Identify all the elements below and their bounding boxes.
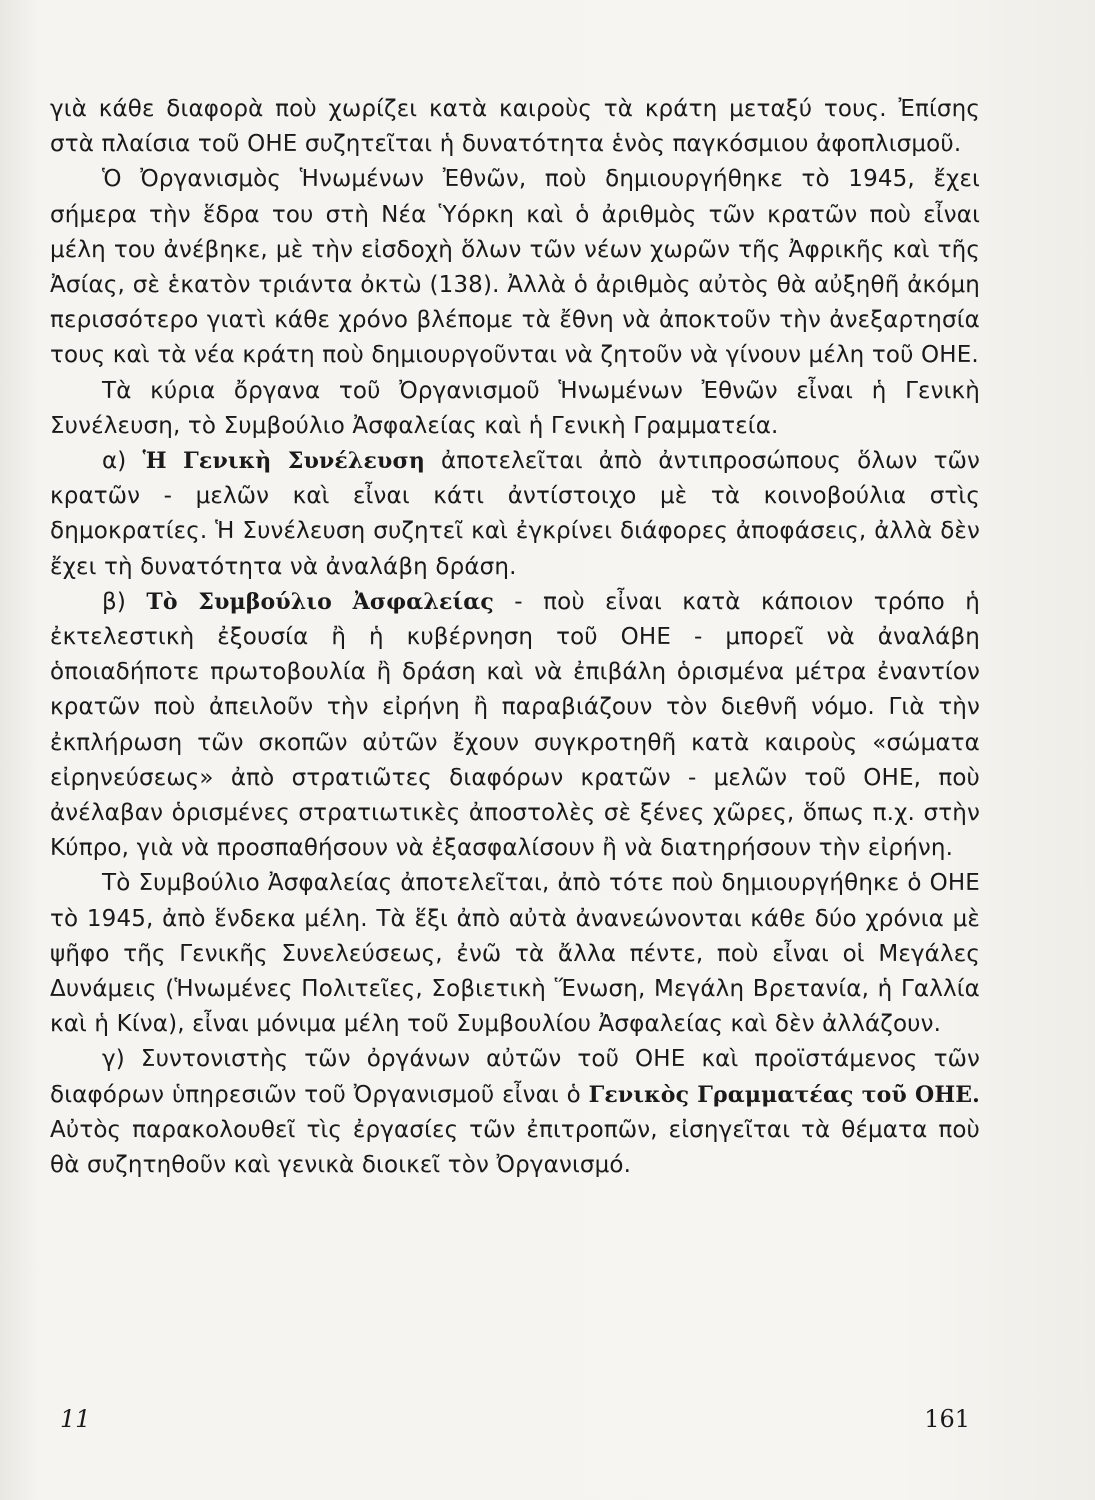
- paragraph-security-council: [50, 585, 980, 867]
- signature-mark: 11: [60, 1405, 91, 1433]
- paragraph-2: Ὁ Ὀργανισμὸς Ἡνωμένων Ἐθνῶν, ποὺ δημιουργήθηκε τὸ 1945, ἔχει σήμερα τὴν ἕδρα του στὴ Νέα Ὑόρκη καὶ ὁ ἀριθμὸς τῶν κρατῶν ποὺ εἶναι μέλη του ἀνέβηκε, μὲ τὴν εἰσδοχὴ ὅλων τῶν νέων χωρῶν τῆς Ἀφρικῆς καὶ τῆς Ἀσίας, σὲ ἑκατὸν τριάντα ὀκτὼ (138). Ἀλλὰ ὁ ἀριθμὸς αὐτὸς θὰ αὐξηθῆ ἀκόμη περισσότερο γιατὶ κάθε χρόνο βλέπομε τὰ ἔθνη νὰ ἀποκτοῦν τὴν ἀνεξαρτησία τους καὶ τὰ νέα κράτη ποὺ δημιουργοῦνται νὰ ζητοῦν νὰ γίνουν μέλη τοῦ ΟΗΕ.: [50, 166, 980, 369]
- paragraph-7-lead: γ) Συντονιστὴς τῶν ὀργάνων αὐτῶν τοῦ ΟΗΕ καὶ προϊστάμενος τῶν διαφόρων ὑπηρεσιῶν τοῦ Ὀργανισμοῦ εἶναι ὁ: [50, 1046, 980, 1108]
- paragraph-6: Τὸ Συμβούλιο Ἀσφαλείας ἀποτελεῖται, ἀπὸ τότε ποὺ δημιουργήθηκε ὁ ΟΗΕ τὸ 1945, ἀπὸ ἕνδεκα μέλη. Τὰ ἕξι ἀπὸ αὐτὰ ἀνανεώνονται κάθε δύο χρόνια μὲ ψῆφο τῆς Γενικῆς Συνελεύσεως, ἐνῶ τὰ ἄλλα πέντε, ποὺ εἶναι οἱ Μεγάλες Δυνάμεις (Ἡνωμένες Πολιτεῖες, Σοβιετικὴ Ἕνωση, Μεγάλη Βρετανία, ἡ Γαλλία καὶ ἡ Κίνα), εἶναι μόνιμα μέλη τοῦ Συμβουλίου Ἀσφαλείας καὶ δὲν ἀλλάζουν.: [50, 870, 980, 1038]
- body-text: [50, 92, 980, 1183]
- term-security-council: Τὸ Συμβούλιο Ἀσφαλείας: [146, 588, 494, 615]
- paragraph-general-assembly: [50, 444, 980, 585]
- paragraph-4-text: ἀποτελεῖται ἀπὸ ἀντιπροσώπους ὅλων τῶν κρατῶν - μελῶν καὶ εἶναι κάτι ἀντίστοιχο μὲ τὰ κοινοβούλια στὶς δημοκρατίες. Ἡ Συνέλευση συζητεῖ καὶ ἐγκρίνει διάφορες ἀποφάσεις, ἀλλὰ δὲν ἔχει τὴ δυνατότητα νὰ ἀναλάβη δράση.: [50, 448, 980, 580]
- term-general-assembly: Ἡ Γενικὴ Συνέλευση: [142, 448, 425, 475]
- list-marker-b: β): [102, 588, 147, 615]
- list-marker-a: α): [102, 448, 143, 475]
- paragraph-secretary-general: [50, 1042, 980, 1183]
- paragraph-3: Τὰ κύρια ὄργανα τοῦ Ὀργανισμοῦ Ἡνωμένων Ἐθνῶν εἶναι ἡ Γενικὴ Συνέλευση, τὸ Συμβούλιο Ἀσφαλείας καὶ ἡ Γενικὴ Γραμματεία.: [50, 377, 980, 439]
- paragraph-7-text: Αὐτὸς παρακολουθεῖ τὶς ἐργασίες τῶν ἐπιτροπῶν, εἰσηγεῖται τὰ θέματα ποὺ θὰ συζητηθοῦν καὶ γενικὰ διοικεῖ τὸν Ὀργανισμό.: [50, 1116, 980, 1179]
- paragraph-1: γιὰ κάθε διαφορὰ ποὺ χωρίζει κατὰ καιροὺς τὰ κράτη μεταξύ τους. Ἐπίσης στὰ πλαίσια τοῦ ΟΗΕ συζητεῖται ἡ δυνατότητα ἑνὸς παγκόσμιου ἀφοπλισμοῦ.: [50, 96, 980, 158]
- paragraph-5-text: - ποὺ εἶναι κατὰ κάποιον τρόπο ἡ ἐκτελεστικὴ ἐξουσία ἢ ἡ κυβέρνηση τοῦ ΟΗΕ - μπορεῖ νὰ ἀναλάβη ὁποιαδήποτε πρωτοβουλία ἢ δράση καὶ νὰ ἐπιβάλη ὁρισμένα μέτρα ἐναντίον κρατῶν ποὺ ἀπειλοῦν τὴν εἰρήνη ἢ παραβιάζουν τὸν διεθνῆ νόμο. Γιὰ τὴν ἐκπλήρωση τῶν σκοπῶν αὐτῶν ἔχουν συγκροτηθῆ κατὰ καιροὺς «σώματα εἰρηνεύσεως» ἀπὸ στρατιῶτες διαφόρων κρατῶν - μελῶν τοῦ ΟΗΕ, ποὺ ἀνέλαβαν ὁρισμένες στρατιωτικὲς ἀποστολὲς σὲ ξένες χῶρες, ὅπως π.χ. στὴν Κύπρο, γιὰ νὰ προσπαθήσουν νὰ ἐξασφαλίσουν ἢ νὰ διατηρήσουν τὴν εἰρήνη.: [50, 588, 980, 862]
- term-secretary-general: Γενικὸς Γραμματέας τοῦ ΟΗΕ.: [588, 1081, 980, 1108]
- page-number: 161: [924, 1405, 970, 1433]
